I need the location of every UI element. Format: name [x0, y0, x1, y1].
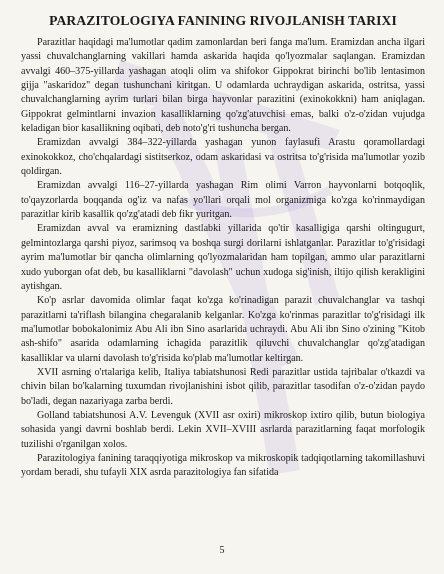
- paragraph-7: Golland tabiatshunosi A.V. Levenguk (XVII asr oxiri) mikroskop ixtiro qilib, butun biologiya sohasida yangi davrni boshlab berdi. Lekin XVII–XVIII asrlarda parazitlarning faqat morfologik tuzilishi o'rganilgan xolos.: [21, 409, 425, 450]
- page-title: PARAZITOLOGIYA FANINING RIVOJLANISH TARIXI: [49, 13, 397, 28]
- paragraph-5: Ko'p asrlar davomida olimlar faqat ko'zga ko'rinadigan parazit chuvalchanglar va tashqi parazitlarni ta'riflash bilangina chegaralanib kelganlar. Ko'zga ko'rinmas parazitlar to'g'risidagi ilk ma'lumotlar bobokalonimiz Abu Ali ibn Sino asarlarida uchraydi. Abu Ali ibn Sino o'zining "Kitob ash-shifo" asarida odamlarning ichagida parazitlik qiluvchi chuvalchanglar qo'zg'atadigan kasalliklar va ularni davolash to'g'risida ko'plab ma'lumotlar keltirgan.: [21, 295, 425, 364]
- paragraph-2: Eramizdan avvalgi 384–322-yillarda yashagan yunon faylasufi Arastu qoramollardagi exinokokkoz, cho'chqalardagi sistitserkoz, odam askaridasi va ostritsa to'g'risida ma'lumotlar yozib qoldirgan.: [21, 137, 425, 178]
- page-number: 5: [219, 545, 225, 556]
- paragraph-4: Eramizdan avval va eramizning dastlabki yillarida qo'tir kasalligiga qarshi oltingugurt, gelmintozlarga qarshi piyoz, sarimsoq va boshqa surgi dorilarni ishlatganlar. Parazitlar to'g'risidagi ayrim ma'lumotlar bir qancha olimlarning qo'lyozmalaridan ham topilgan, ammo ular parazitlarni xudo yuborgan ofat deb, bu kasalliklarni "davolash" uchun xudoga sig'inish, iltijo qilish kerakligini aytishgan.: [21, 223, 425, 292]
- paragraph-6: XVII asrning o'rtalariga kelib, Italiya tabiatshunosi Redi parazitlar ustida tajribalar o'tkazdi va chivin bilan bo'kalarning tuxumdan rivojlanishini isbot qilib, parazitlar tasodifan o'z-o'zidan paydo bo'ladi, degan nazariyaga zarba berdi.: [21, 366, 425, 407]
- paragraph-1: Parazitlar haqidagi ma'lumotlar qadim zamonlardan beri fanga ma'lum. Eramizdan ancha ilgari yassi chuvalchanglarning vakillari hamda askarida haqida qo'lyozmalar saqlangan. Eramizdan avvalgi 460–375-yillarda yashagan atoqli olim va shifokor Gippokrat birinchi bo'lib lentasimon gijja "askaridoz" degan tushunchani kiritgan. U odamlarda uchraydigan askarida, ostritsa, yassi chuvalchanglarning ayrim turlari bilan birga hayvonlar parazitini (exinokokkni) ham aniqlagan. Gippokrat gelmintlarni invazion kasalliklarning qo'zg'atuvchisi emas, balki o'z-o'zidan vujudga keladigan bior kasallikning oqibati, deb noto'g'ri tushuncha bergan.: [21, 37, 425, 135]
- paragraph-3: Eramizdan avvalgi 116–27-yillarda yashagan Rim olimi Varron hayvonlarni botqoqlik, to'qayzorlarda boqqanda og'iz va nafas yo'llari orqali mol organizmiga ko'zga ko'rinmaydigan parazitlar kirib kasallik qo'zg'atadi deb fikr yuritgan.: [21, 180, 425, 221]
- paragraph-8: Parazitologiya fanining taraqqiyotiga mikroskop va mikroskopik tadqiqotlarning takomillashuvi yordam beradi, shu tufayli XIX asrda parazitologiya fan sifatida: [21, 452, 425, 479]
